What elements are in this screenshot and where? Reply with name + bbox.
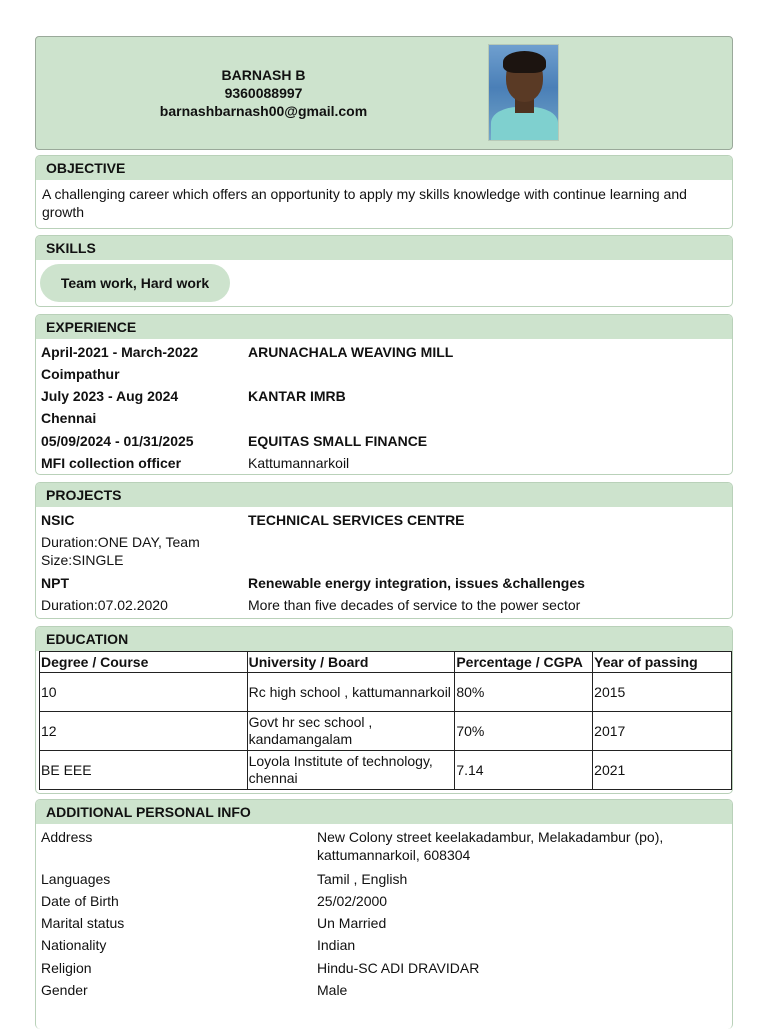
column-header: Year of passing: [593, 652, 732, 673]
education-section: [35, 626, 733, 794]
experience-location: Chennai: [41, 410, 97, 426]
experience-title: EXPERIENCE: [36, 315, 732, 339]
column-header: Percentage / CGPA: [455, 652, 593, 673]
experience-role: MFI collection officer: [41, 455, 182, 471]
table-cell: 10: [40, 673, 248, 712]
candidate-name: BARNASH B: [221, 67, 306, 83]
projects-section: [35, 482, 733, 619]
objective-text: A challenging career which offers an opportunity to apply my skills knowledge with continue learning and growth: [42, 186, 687, 220]
education-title: EDUCATION: [36, 627, 732, 651]
field-label: Address: [41, 829, 93, 845]
field-value: New Colony street keelakadambur, Melakadambur (po), kattumannarkoil, 608304: [317, 829, 664, 863]
field-value: 25/02/2000: [317, 893, 388, 909]
field-label: Nationality: [41, 937, 107, 953]
table-cell: 12: [40, 712, 248, 751]
project-title: TECHNICAL SERVICES CENTRE: [248, 512, 465, 528]
personal-info-section: [35, 799, 733, 1029]
personal-info-title: ADDITIONAL PERSONAL INFO: [36, 800, 732, 824]
table-cell: 2017: [593, 712, 732, 751]
project-title: Renewable energy integration, issues &challenges: [248, 575, 585, 591]
profile-photo: [488, 44, 559, 141]
experience-location: Kattumannarkoil: [248, 455, 350, 471]
experience-location: Coimpathur: [41, 366, 120, 382]
skills-title: SKILLS: [36, 236, 732, 260]
field-value: Tamil , English: [317, 871, 408, 887]
resume-header: [35, 36, 733, 150]
experience-company: EQUITAS SMALL FINANCE: [248, 433, 428, 449]
table-cell: 2015: [593, 673, 732, 712]
field-label: Date of Birth: [41, 893, 119, 909]
contact-info: [126, 66, 401, 120]
table-row: [40, 751, 732, 790]
candidate-phone: 9360088997: [224, 85, 303, 101]
field-label: Gender: [41, 982, 88, 998]
column-header: University / Board: [247, 652, 455, 673]
table-cell: 7.14: [455, 751, 593, 790]
table-row: [40, 673, 732, 712]
table-cell: Govt hr sec school , kandamangalam: [247, 712, 455, 751]
column-header: Degree / Course: [40, 652, 248, 673]
skills-section: [35, 235, 733, 307]
education-table: [39, 651, 732, 790]
table-cell: Loyola Institute of technology, chennai: [247, 751, 455, 790]
field-label: Religion: [41, 960, 92, 976]
project-duration: Duration:ONE DAY, Team Size:SINGLE: [41, 534, 200, 568]
objective-title: OBJECTIVE: [36, 156, 732, 180]
experience-company: ARUNACHALA WEAVING MILL: [248, 344, 454, 360]
table-cell: Rc high school , kattumannarkoil: [247, 673, 455, 712]
photo-hair: [503, 51, 546, 73]
table-cell: 2021: [593, 751, 732, 790]
experience-period: 05/09/2024 - 01/31/2025: [41, 433, 194, 449]
skill-chip: Team work, Hard work: [40, 264, 230, 302]
experience-period: April-2021 - March-2022: [41, 344, 199, 360]
field-value: Indian: [317, 937, 356, 953]
field-value: Hindu-SC ADI DRAVIDAR: [317, 960, 480, 976]
table-row: [40, 712, 732, 751]
projects-title: PROJECTS: [36, 483, 732, 507]
field-value: Un Married: [317, 915, 387, 931]
table-cell: 80%: [455, 673, 593, 712]
experience-company: KANTAR IMRB: [248, 388, 346, 404]
table-cell: 70%: [455, 712, 593, 751]
project-name: NPT: [41, 575, 69, 591]
candidate-email: barnashbarnash00@gmail.com: [159, 103, 368, 119]
experience-period: July 2023 - Aug 2024: [41, 388, 179, 404]
table-cell: BE EEE: [40, 751, 248, 790]
field-value: Male: [317, 982, 348, 998]
objective-section: [35, 155, 733, 229]
experience-section: [35, 314, 733, 475]
table-header-row: [40, 652, 732, 673]
project-duration: Duration:07.02.2020: [41, 597, 168, 613]
project-name: NSIC: [41, 512, 75, 528]
project-description: More than five decades of service to the power sector: [248, 597, 581, 613]
field-label: Marital status: [41, 915, 125, 931]
field-label: Languages: [41, 871, 111, 887]
